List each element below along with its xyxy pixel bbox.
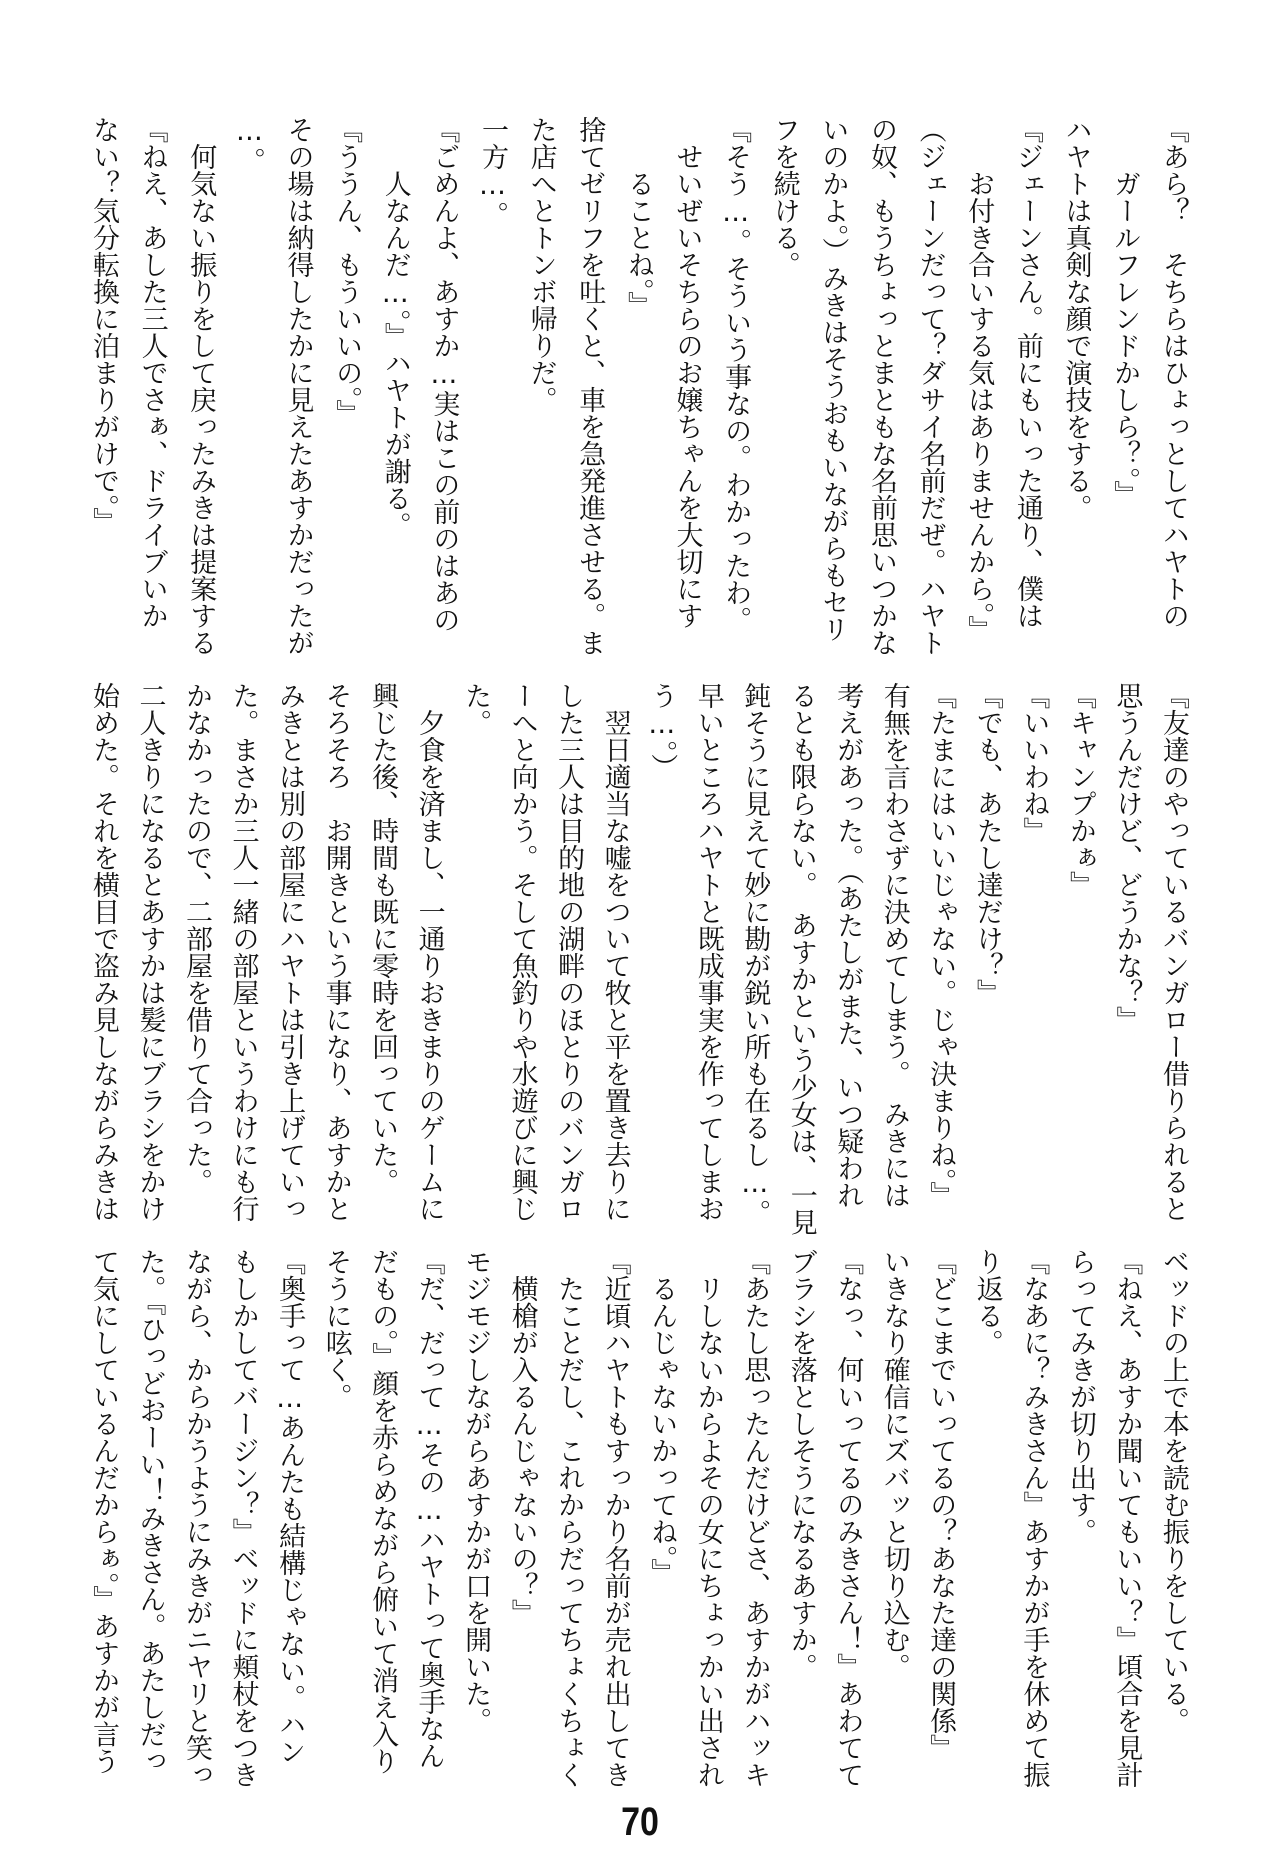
text-column: 『ごめんよ、あすか…実はこの前のはあの — [428, 116, 460, 633]
text-column: た。『ひっどおーい！みきさん。あたしだっ — [134, 1248, 166, 1775]
text-column: 翌日適当な嘘をついて牧と平を置き去りに — [599, 682, 631, 1222]
text-column: 『友達のやっているバンガロー借りられると — [1157, 682, 1189, 1222]
text-column: 何気ない振りをして戻ったみきは提案する — [185, 116, 217, 656]
text-column: 『いいわね』 — [1018, 682, 1050, 844]
text-column: ることね。』 — [622, 116, 654, 319]
text-column: 横槍が入るんじゃないの？』 — [506, 1248, 538, 1626]
text-column: 『ジェーンさん。前にもいった通り、僕は — [1011, 116, 1043, 629]
text-column: の奴、もうちょっとまともな名前思いつかな — [866, 116, 897, 656]
text-column: リしないからよその女にちょっかい出され — [692, 1248, 724, 1788]
text-column: 『あたし思ったんだけどさ、あすかがハッキ — [739, 1248, 771, 1788]
text-column: 『でも、あたし達だけ？』 — [971, 682, 1003, 1006]
text-column: 夕食を済まし、一通りおきまりのゲームに — [413, 682, 445, 1222]
text-column: もしかしてバージン？』ベッドに頬杖をつき — [227, 1248, 259, 1788]
text-column: ガールフレンドかしら？。』 — [1109, 116, 1141, 508]
text-column: いのかよ。）みきはそうおもいながらもセリ — [817, 116, 849, 643]
page-number: 70 — [621, 1800, 659, 1844]
text-column: 捨てゼリフを吐くと、車を急発進させる。ま — [574, 116, 606, 656]
text-column: 一方…。 — [477, 116, 508, 228]
text-column: ブラシを落としそうになるあすか。 — [785, 1248, 817, 1680]
text-column: 『だ、だって…その…ハヤトって奥手なん — [413, 1248, 445, 1769]
text-column: 二人きりになるとあすかは髪にブラシをかけ — [134, 682, 166, 1222]
text-column: た店へとトンボ帰りだ。 — [525, 116, 557, 413]
text-column: 『奥手って…あんたも結構じゃない。ハン — [274, 1248, 306, 1765]
text-column: て気にしているんだからぁ。』あすかが言う — [88, 1248, 119, 1775]
text-column: 興じた後、時間も既に零時を回っていた。 — [367, 682, 399, 1195]
text-column: 『なっ、何いってるのみきさん！』あわてて — [832, 1248, 864, 1788]
text-column: るんじゃないかってね。』 — [646, 1248, 678, 1586]
text-column: た。 — [460, 682, 492, 736]
text-column: …。 — [233, 116, 265, 174]
text-column: ながら、からかうようにみきがニヤリと笑っ — [181, 1248, 213, 1788]
text-column: 鈍そうに見えて妙に勘が鋭い所も在るし…。 — [739, 682, 771, 1226]
text-column: 『あら？ そちらはひょっとしてハヤトの — [1157, 116, 1189, 629]
text-column: かなかったので、二部屋を借りて合った。 — [181, 682, 213, 1195]
text-column: 思うんだけど、どうかな？』 — [1111, 682, 1143, 1033]
text-column: たことだし、これからだってちょくちょく — [553, 1248, 585, 1788]
text-column: 『たまにはいいじゃない。じゃ決まりね。』 — [925, 682, 957, 1209]
text-block-bottom — [86, 1248, 1190, 1808]
text-column: 『ねえ、あすか聞いてもいい？』頃合を見計 — [1111, 1248, 1143, 1788]
text-column: そうに呟く。 — [320, 1248, 352, 1410]
text-column: （ジェーンだって？ダサイ名前だぜ。ハヤト — [914, 116, 946, 656]
text-column: お付き合いする気はありませんから。』 — [963, 116, 995, 643]
text-column: ーへと向かう。そして魚釣りや水遊びに興じ — [506, 682, 538, 1222]
text-block-top — [86, 116, 1190, 676]
text-column: その場は納得したかに見えたあすかだったが — [282, 116, 314, 656]
text-column: ハヤトは真剣な顔で演技をする。 — [1060, 116, 1092, 521]
text-column: せいぜいそちらのお嬢ちゃんを大切にす — [671, 116, 703, 629]
text-column: 有無を言わさずに決めてしまう。 みきには — [878, 682, 910, 1209]
text-column: いきなり確信にズバッと切り込む。 — [878, 1248, 910, 1680]
text-column: るとも限らない。 あすかという少女は、一見 — [785, 682, 817, 1236]
text-column: 『どこまでいってるの？あなた達の関係』 — [925, 1248, 957, 1761]
text-column: 『キャンプかぁ』 — [1064, 682, 1096, 898]
text-column: そろそろ お開きという事になり、あすかと — [320, 682, 352, 1222]
text-column: た。まさか三人一緒の部屋というわけにも行 — [227, 682, 259, 1222]
text-column: 人なんだ…。』ハヤトが謝る。 — [379, 116, 411, 539]
text-column: 『ねえ、あした三人でさぁ、ドライブいか — [136, 116, 168, 629]
text-column: 『ううん、もういいの。』 — [331, 116, 363, 427]
text-column: う…。） — [646, 682, 678, 781]
text-column: 『近頃ハヤトもすっかり名前が売れ出してき — [599, 1248, 631, 1788]
text-block-middle — [86, 682, 1190, 1242]
text-column: らってみきが切り出す。 — [1064, 1248, 1096, 1545]
text-column: 『なあに？みきさん』あすかが手を休めて振 — [1018, 1248, 1050, 1788]
text-column: 早いところハヤトと既成事実を作ってしまお — [692, 682, 724, 1222]
text-column: 始めた。それを横目で盗み見しながらみきは — [88, 682, 119, 1222]
text-column: モジモジしながらあすかが口を開いた。 — [460, 1248, 492, 1734]
text-column: 考えがあった。（あたしがまた、いつ疑われ — [832, 682, 864, 1209]
text-column: フを続ける。 — [768, 116, 800, 278]
text-column: 『そう…。そういう事なの。わかったわ。 — [720, 116, 752, 633]
text-column: ベッドの上で本を読む振りをしている。 — [1157, 1248, 1189, 1734]
text-column: みきとは別の部屋にハヤトは引き上げていっ — [274, 682, 306, 1222]
text-column: ない？気分転換に泊まりがけで。』 — [88, 116, 119, 535]
text-column: した三人は目的地の湖畔のほとりのバンガロ — [553, 682, 585, 1222]
text-column: だもの。』顔を赤らめながら俯いて消え入り — [367, 1248, 399, 1775]
text-column: り返る。 — [971, 1248, 1003, 1356]
